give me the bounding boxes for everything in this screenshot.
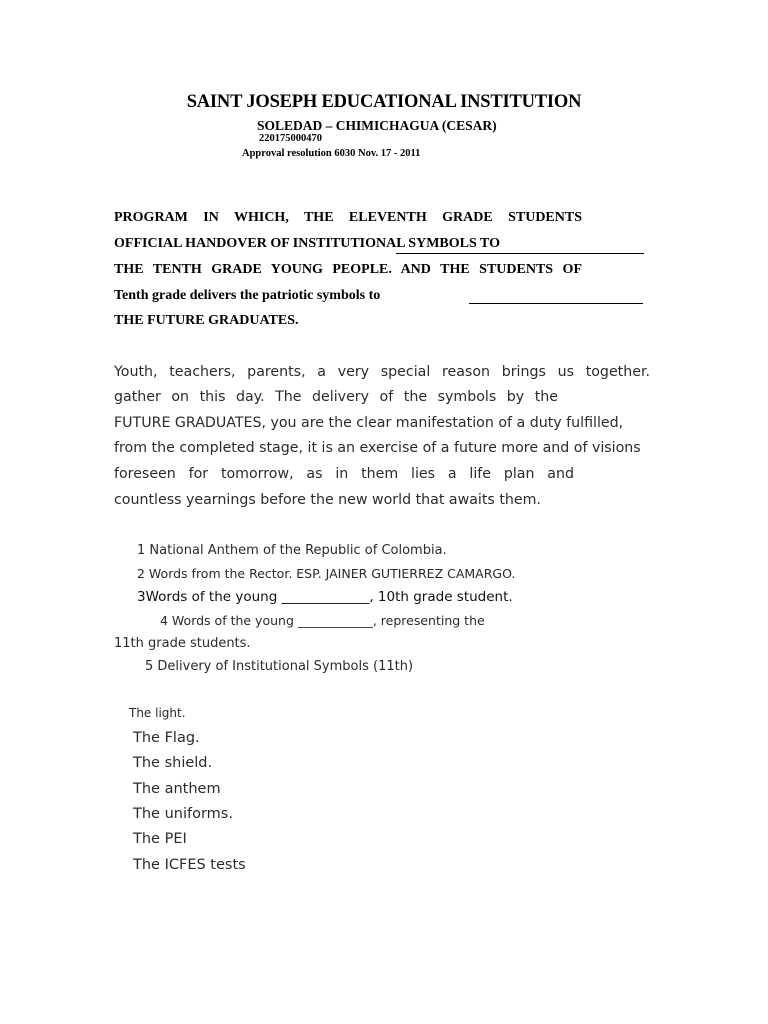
symbol-item-anthem: The anthem: [133, 781, 221, 797]
program-line-5: THE FUTURE GRADUATES.: [114, 313, 299, 328]
symbol-item-flag: The Flag.: [133, 730, 200, 746]
symbols-heading: The light.: [129, 706, 186, 720]
program-line-1: PROGRAM IN WHICH, THE ELEVENTH GRADE STUDENTS: [114, 210, 582, 225]
intro-line-5: foreseen for tomorrow, as in them lies a life plan and: [114, 466, 574, 482]
symbol-item-uniforms: The uniforms.: [133, 806, 233, 822]
agenda-item-2: 2 Words from the Rector. ESP. JAINER GUTIERREZ CAMARGO.: [137, 566, 516, 581]
institution-code: 220175000470: [259, 133, 322, 144]
program-line-3: THE TENTH GRADE YOUNG PEOPLE. AND THE STUDENTS OF: [114, 262, 582, 277]
document-title: SAINT JOSEPH EDUCATIONAL INSTITUTION: [186, 92, 582, 112]
intro-line-2: gather on this day. The delivery of the symbols by the: [114, 389, 558, 405]
symbol-item-icfes: The ICFES tests: [133, 857, 246, 873]
program-blank-line-1: [396, 253, 644, 254]
institution-location: SOLEDAD – CHIMICHAGUA (CESAR): [257, 118, 497, 133]
program-line-2: OFFICIAL HANDOVER OF INSTITUTIONAL SYMBOLS TO: [114, 236, 500, 251]
agenda-item-4-continued: 11th grade students.: [114, 636, 251, 651]
approval-resolution: Approval resolution 6030 Nov. 17 - 2011: [242, 148, 421, 159]
intro-line-4: from the completed stage, it is an exercise of a future more and of visions: [114, 440, 641, 456]
intro-line-6: countless yearnings before the new world that awaits them.: [114, 492, 541, 508]
agenda-item-4: 4 Words of the young ____________, representing the: [160, 613, 485, 628]
symbol-item-shield: The shield.: [133, 755, 213, 771]
agenda-item-3: 3Words of the young _____________, 10th grade student.: [137, 589, 513, 605]
agenda-item-5: 5 Delivery of Institutional Symbols (11th): [145, 659, 414, 674]
program-blank-line-2: [469, 303, 643, 304]
agenda-item-1: 1 National Anthem of the Republic of Colombia.: [137, 543, 447, 558]
intro-line-3: FUTURE GRADUATES, you are the clear manifestation of a duty fulfilled,: [114, 415, 624, 431]
intro-line-1: Youth, teachers, parents, a very special reason brings us together.: [114, 364, 650, 380]
symbol-item-pei: The PEI: [133, 831, 187, 847]
program-line-4: Tenth grade delivers the patriotic symbols to: [114, 288, 381, 303]
